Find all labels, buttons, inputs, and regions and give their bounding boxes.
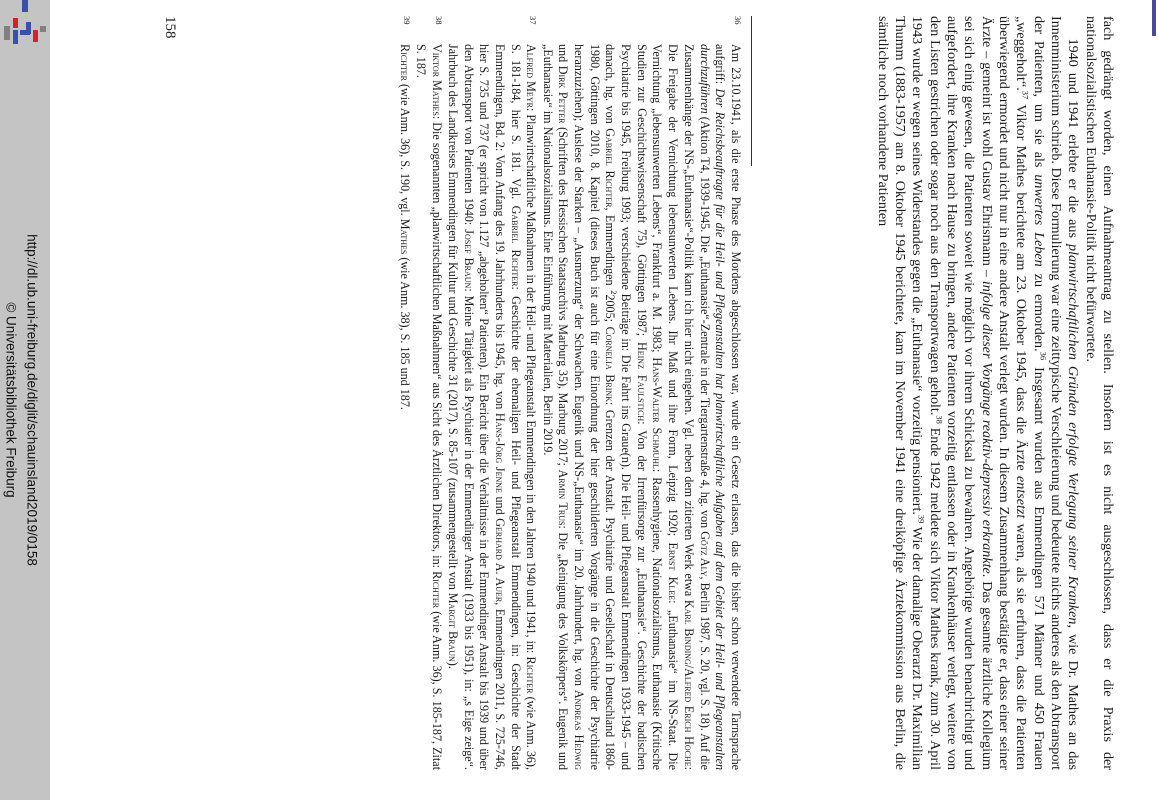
footnote bbox=[396, 16, 412, 770]
author-name: Josef Braun bbox=[461, 229, 476, 289]
text-run: waren, als sie erfuhren, dass die Patienten überwiegend ermordet und nicht nur in eine andere Anstalt verlegt wurden. In diesem Zusammenhang bestätigte er, dass einer seiner Ärzte – gemeint ist wohl Gustav Ehrismann – bbox=[978, 16, 1030, 770]
text-run: Viktor Mathes berichtete am 23. Oktober 1945, dass die Ärzte bbox=[1013, 99, 1030, 477]
text-run: und bbox=[492, 492, 507, 519]
italic-text: unwertes Leben bbox=[1030, 174, 1047, 267]
text-run: Ende 1942 meldete sich Viktor Mathes krank, zum 30. April 1943 wurde er wegen seines Widerstandes gegen die „Euthanasie“ vorzeitig pensioniert. bbox=[909, 16, 943, 771]
document-url: http://dl.ub.uni-freiburg.de/diglit/schauinsland2019/0158 bbox=[24, 234, 40, 566]
edge-marker bbox=[1152, 0, 1156, 36]
text-run: , Berlin 1987, S. 20, vgl. S. 18). Auf die Zusammenhänge der NS-„Euthanasie“-Politik kann ich hier nicht eingehen. Vgl. neben dem zitierten Werk etwa bbox=[681, 44, 712, 770]
author-name: Alfred Meyr bbox=[524, 44, 539, 108]
text-run: 2005; bbox=[603, 294, 618, 327]
text-run: Wie der damalige Oberarzt Dr. Maximilian Thumm (1883-1957) am 8. Oktober 1945 berichtete, kam im November 1941 eine dreiköpfige Ärztekommission aus Berlin, die sämtliche noch vorhandene Patienten bbox=[874, 16, 926, 770]
footnote-reference: 39 bbox=[916, 514, 927, 524]
text-run: fach gedrängt worden, einen Aufnahmeantrag zu stellen. Insofern ist es nicht ausgeschlossen, dass er die Praxis der nationalsozialistischen Euthanasie-Politik nicht befürwortete. bbox=[1082, 16, 1116, 770]
author-name: Gabriel Richter bbox=[603, 128, 618, 208]
text-run: : „Euthanasie“ im NS-Staat. Die Vernichtung „lebensunwerten Lebens“, Frankfurt a. M. 1983; bbox=[650, 44, 681, 770]
text-run: . Das gesamte ärztliche Kollegium sei sich einig gewesen, die Patienten soweit wie möglich vor ihrem Schicksal zu bewahren. Angehörige wurden benachrichtigt und aufgefordert, ihre Kranken nach Hause zu bringen, andere Patienten vorzeitig entlassen oder in Krankenhäuser verlegt, weitere von den Listen gestrichen oder sogar noch aus den Transportwagen geholt. bbox=[926, 16, 995, 770]
text-run: zu ermorden. bbox=[1030, 266, 1047, 352]
copyright-notice: © Universitätsbibliothek Freiburg bbox=[3, 302, 19, 498]
text-run: (wie Anm. 36), S. 185-187, Zitat S. 187. bbox=[413, 44, 444, 770]
text-run: (Aktion T4, 1939-1945. Die „Euthanasie“-Zentrale in der Tiergartenstraße 4, hg. von bbox=[697, 113, 712, 532]
text-run: : Rassenhygiene, Nationalsozialismus, Euthanasie (Kritische Studien zur Geschichtswissenschaft 75), Göttingen 1987; bbox=[634, 44, 665, 770]
author-name: Richter bbox=[397, 44, 412, 81]
author-name: Ernst Klee bbox=[666, 542, 681, 601]
author-name: Hans-Jörg Jenne bbox=[492, 412, 507, 493]
italic-text: infolge dieser Vorgänge reaktiv-depressiv erkrankte bbox=[978, 280, 995, 574]
footnote-number: 37 bbox=[528, 16, 539, 25]
text-run: , Emmendingen bbox=[603, 207, 618, 291]
text-run: : Grenzen der Anstalt. Psychiatrie und Gesellschaft in Deutschland 1860-1980, Göttingen 2010, 8. Kapitel (dieses Buch ist auch für eine Einordnung der hier geschilderten Vorgänge in die Geschichte der Psychiatrie heranzuziehen); Auslese der Starken – „Ausmerzung“ der Schwachen. Eugenik und NS-„Euthanasie“ im 20. Jahrhundert, hg. von bbox=[571, 44, 618, 770]
rotated-page-content bbox=[70, 8, 1146, 780]
text-run: (Schriften des Hessischen Staatsarchivs Marburg 35), Marburg 2017; bbox=[556, 123, 571, 470]
text-run: und bbox=[556, 44, 571, 66]
text-run: : Die „Reinigung des Volkskörpers“. Eugenik und „Euthanasie“ im Nationalsozialismus. Eine Einführung mit Materialien, Berlin 2019. bbox=[540, 44, 571, 770]
author-name: Richter bbox=[524, 656, 539, 694]
italic-text: planwirtschaftlichen Gründen erfolgte Verlegung seiner Kranken bbox=[1065, 244, 1082, 625]
author-name: Viktor Mathes bbox=[429, 44, 444, 116]
italic-text: entsetzt bbox=[1013, 476, 1030, 519]
text-run: , Emmendingen 2011, S. 725-746, hier S. 735 und 737 (er spricht von 1.127 „abgeholten“ Patienten). Ein Bericht über die Verhältnisse in der Emmendinger Anstalt bis 1939 und über den Abtransport von Patienten 1940: bbox=[461, 44, 507, 771]
text-run: : Meine Tätigkeit als Psychiater in der Emmendinger Anstalt (1933 bis 1951), in: „s Eige zeige“. Jahrbuch des Landkreises Emmendingen für Kultur und Geschichte 31 (2017), S. 85-107 (zusammengestellt von bbox=[445, 44, 476, 770]
viewer-sidebar bbox=[0, 0, 50, 800]
text-run: Insgesamt wurden aus Emmendingen 571 Männer und 450 Frauen „weggeholt“. bbox=[1013, 16, 1047, 771]
text-run: : Die sogenannten „planwirtschaftlichen Maßnahmen“ aus Sicht des Ärztlichen Direktors, in: bbox=[429, 115, 444, 572]
text-run: : Planwirtschaftliche Maßnahmen in der Heil- und Pflegeanstalt Emmendingen in den Jahren 1940 und 1941, in: bbox=[524, 107, 539, 657]
text-run: (wie Anm. 38), S. 185 und 187. bbox=[397, 254, 412, 410]
page-number: 158 bbox=[162, 16, 178, 39]
footnote-number: 39 bbox=[401, 16, 412, 25]
footnote-reference: 36 bbox=[1038, 351, 1049, 361]
author-name: Karl Binding/Alfred Erich Hoche bbox=[681, 599, 696, 767]
author-name: Heinz Faulstich bbox=[634, 342, 649, 422]
body-paragraph bbox=[873, 16, 1081, 770]
footnote bbox=[444, 16, 538, 770]
footnote-number: 38 bbox=[433, 16, 444, 25]
footnote bbox=[412, 16, 443, 770]
text-run: ). bbox=[445, 661, 460, 669]
footnote-reference: 2 bbox=[609, 290, 620, 295]
text-run: Am 23.10.1941, als die erste Phase des Mordens abgeschlossen war, wurde ein Gesetz erlassen, das die bisher schon verwendete Tarnsprache aufgriff: bbox=[713, 44, 743, 770]
footnote bbox=[539, 16, 743, 770]
author-name: Gerhard A. Auer bbox=[492, 518, 507, 603]
author-name: Andreas Hedwig bbox=[571, 689, 586, 770]
body-paragraph bbox=[1081, 16, 1116, 770]
author-name: Margit Braun bbox=[445, 592, 460, 662]
author-name: Richter bbox=[429, 571, 444, 609]
footnote-reference: 38 bbox=[934, 415, 945, 424]
author-name: Götz Aly bbox=[697, 531, 712, 577]
footnotes bbox=[396, 16, 743, 770]
text-run: : Die Freigabe der Vernichtung lebensunwerten Lebens. Ihr Maß und ihre Form, Leipzig 1920; bbox=[666, 44, 696, 770]
footnote-separator bbox=[751, 16, 752, 166]
scanned-page bbox=[70, 8, 1146, 780]
text-run: (wie Anm. 36), S. 190, vgl. bbox=[397, 80, 412, 219]
text-run: , wie Dr. Mathes an das Innenministerium schrieb. Diese Formulierung war eine zeittypische Verschleierung und bedeutete nichts anderes als den Abtransport der Patienten, um sie als bbox=[1030, 16, 1082, 770]
footnote-reference: 37 bbox=[1020, 90, 1031, 100]
author-name: Cornelia Brink bbox=[603, 326, 618, 402]
footnote-number: 36 bbox=[733, 16, 743, 25]
body-text bbox=[873, 16, 1116, 770]
author-name: Gabriel Richter bbox=[508, 205, 523, 287]
author-name: Armin Trus bbox=[556, 469, 571, 526]
text-run: : Von der Irrenfürsorge zur „Euthanasie“. Geschichte der badischen Psychiatrie bis 1945, Freiburg 1993; verschiedene Beiträge in: Die Fahrt ins Graue(n). Die Heil- und Pflegeanstalt Emmendingen 1933-1945 – und danach, hg. von bbox=[603, 44, 649, 770]
author-name: Dirk Petter bbox=[556, 65, 571, 124]
author-name: Mathes bbox=[397, 218, 412, 255]
italic-text: Der Reichsbeauftragte für die Heil- und Pflegeanstalten hat planwirtschaftliche Aufgaben auf dem Gebiet der Heil- und Pflegeanstalten durchzuführen bbox=[697, 44, 728, 770]
text-run: : Geschichte der ehemaligen Heil- und Pflegeanstalt Emmendingen, in: Geschichte der Stadt Emmendingen, Bd. 2: Vom Anfang des 19. Jahrhunderts bis 1945, hg. von bbox=[492, 44, 523, 770]
university-library-logo-icon[interactable] bbox=[0, 0, 50, 50]
text-run: 1940 und 1941 erlebte er die aus bbox=[1065, 38, 1082, 245]
author-name: Hans-Walter Schmuhl bbox=[650, 357, 665, 469]
text-run: (wie Anm. 36), S. 181-184, hier S. 181. Vgl. bbox=[508, 44, 539, 770]
